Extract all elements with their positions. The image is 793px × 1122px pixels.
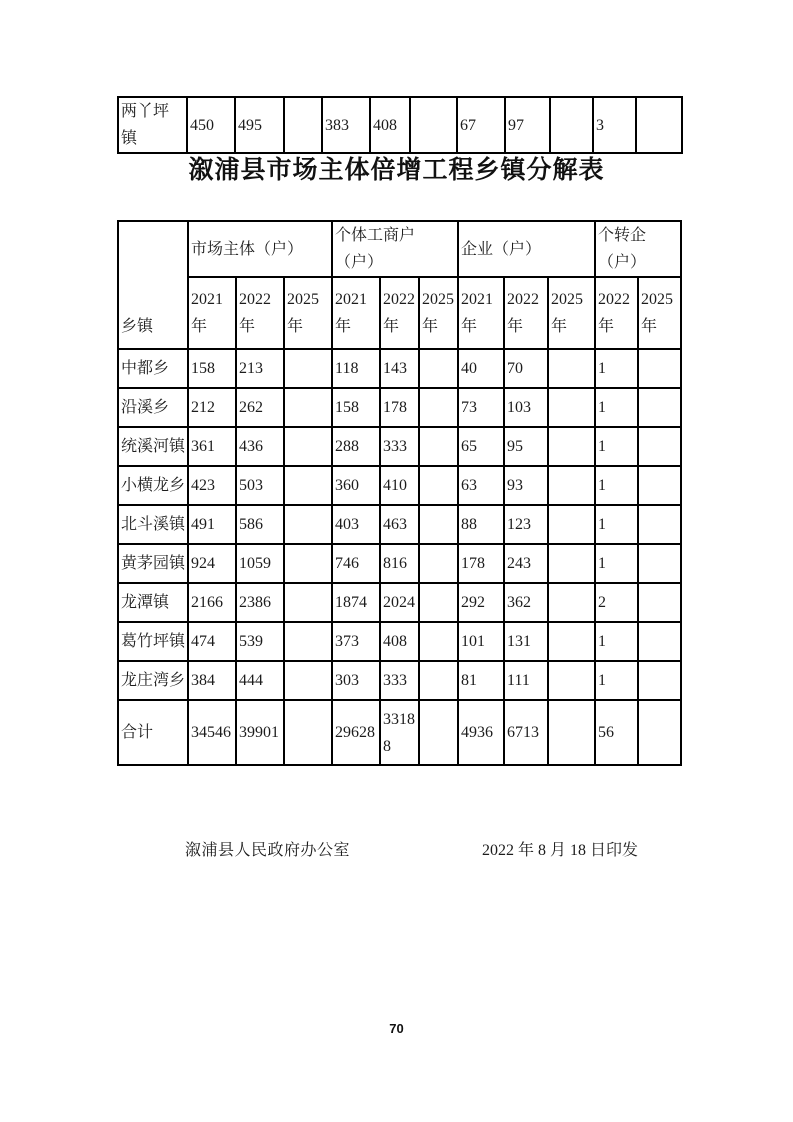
township-name-cell: 统溪河镇 xyxy=(118,427,188,466)
value-cell: 34546 xyxy=(188,700,236,765)
value-cell: 1874 xyxy=(332,583,380,622)
value-cell xyxy=(419,505,458,544)
value-cell: 178 xyxy=(380,388,419,427)
table-row xyxy=(118,427,681,466)
value-cell xyxy=(638,466,681,505)
value-cell: 362 xyxy=(504,583,548,622)
table-row xyxy=(118,466,681,505)
value-cell: 436 xyxy=(236,427,284,466)
value-cell xyxy=(548,661,595,700)
value-cell xyxy=(548,466,595,505)
value-cell: 2024 xyxy=(380,583,419,622)
township-name-cell: 龙潭镇 xyxy=(118,583,188,622)
value-cell: 262 xyxy=(236,388,284,427)
value-cell: 70 xyxy=(504,349,548,388)
value-cell: 73 xyxy=(458,388,504,427)
value-cell: 65 xyxy=(458,427,504,466)
value-cell xyxy=(419,583,458,622)
year-header-cell: 2021年 xyxy=(188,277,236,349)
year-header-cell: 2021年 xyxy=(458,277,504,349)
value-cell xyxy=(284,622,332,661)
township-name-cell: 小横龙乡 xyxy=(118,466,188,505)
value-cell xyxy=(419,622,458,661)
value-cell xyxy=(419,427,458,466)
value-cell xyxy=(284,505,332,544)
value-cell: 292 xyxy=(458,583,504,622)
value-cell: 158 xyxy=(188,349,236,388)
value-cell: 6713 xyxy=(504,700,548,765)
value-cell xyxy=(548,505,595,544)
value-cell xyxy=(284,427,332,466)
value-cell: 1 xyxy=(595,544,638,583)
value-cell: 383 xyxy=(322,97,370,153)
township-name-cell: 黄茅园镇 xyxy=(118,544,188,583)
value-cell: 491 xyxy=(188,505,236,544)
value-cell xyxy=(548,349,595,388)
value-cell xyxy=(284,97,322,153)
value-cell: 1 xyxy=(595,466,638,505)
year-header-cell: 2025年 xyxy=(419,277,458,349)
year-header-cell: 2022年 xyxy=(504,277,548,349)
value-cell xyxy=(419,700,458,765)
value-cell: 178 xyxy=(458,544,504,583)
value-cell: 1 xyxy=(595,661,638,700)
value-cell xyxy=(284,388,332,427)
value-cell: 403 xyxy=(332,505,380,544)
township-name-cell: 两丫坪镇 xyxy=(118,97,187,153)
value-cell: 93 xyxy=(504,466,548,505)
township-name-cell: 葛竹坪镇 xyxy=(118,622,188,661)
value-cell: 158 xyxy=(332,388,380,427)
value-cell xyxy=(638,700,681,765)
value-cell xyxy=(284,700,332,765)
corner-header-cell: 乡镇 xyxy=(118,221,188,349)
value-cell xyxy=(284,544,332,583)
value-cell: 213 xyxy=(236,349,284,388)
group-header-cell: 市场主体（户） xyxy=(188,221,332,277)
previous-page-table-fragment xyxy=(117,96,683,154)
value-cell: 4936 xyxy=(458,700,504,765)
group-header-cell: 个转企（户） xyxy=(595,221,681,277)
value-cell: 450 xyxy=(187,97,235,153)
value-cell xyxy=(419,661,458,700)
group-header-cell: 企业（户） xyxy=(458,221,595,277)
value-cell xyxy=(638,661,681,700)
value-cell xyxy=(548,427,595,466)
value-cell: 118 xyxy=(332,349,380,388)
value-cell xyxy=(419,349,458,388)
value-cell: 1 xyxy=(595,427,638,466)
value-cell xyxy=(638,388,681,427)
value-cell xyxy=(284,466,332,505)
value-cell: 40 xyxy=(458,349,504,388)
value-cell: 33188 xyxy=(380,700,419,765)
issuing-office: 溆浦县人民政府办公室 xyxy=(185,842,351,859)
value-cell: 333 xyxy=(380,427,419,466)
township-name-cell: 北斗溪镇 xyxy=(118,505,188,544)
value-cell: 303 xyxy=(332,661,380,700)
value-cell: 3 xyxy=(593,97,636,153)
table-row xyxy=(118,388,681,427)
value-cell: 423 xyxy=(188,466,236,505)
value-cell xyxy=(636,97,682,153)
value-cell: 410 xyxy=(380,466,419,505)
value-cell: 97 xyxy=(505,97,550,153)
value-cell xyxy=(550,97,593,153)
value-cell: 39901 xyxy=(236,700,284,765)
township-breakdown-table xyxy=(117,220,682,766)
value-cell: 2386 xyxy=(236,583,284,622)
value-cell: 463 xyxy=(380,505,419,544)
value-cell xyxy=(638,349,681,388)
value-cell: 746 xyxy=(332,544,380,583)
township-name-cell: 中都乡 xyxy=(118,349,188,388)
value-cell: 288 xyxy=(332,427,380,466)
value-cell xyxy=(638,583,681,622)
value-cell xyxy=(638,427,681,466)
table-row xyxy=(118,97,682,153)
value-cell: 408 xyxy=(370,97,410,153)
value-cell xyxy=(638,622,681,661)
year-header-cell: 2025年 xyxy=(284,277,332,349)
year-header-cell: 2022年 xyxy=(236,277,284,349)
year-header-cell: 2022年 xyxy=(595,277,638,349)
value-cell xyxy=(419,388,458,427)
value-cell: 88 xyxy=(458,505,504,544)
value-cell: 2166 xyxy=(188,583,236,622)
value-cell: 143 xyxy=(380,349,419,388)
value-cell: 474 xyxy=(188,622,236,661)
value-cell xyxy=(548,700,595,765)
value-cell xyxy=(548,583,595,622)
value-cell: 373 xyxy=(332,622,380,661)
value-cell: 29628 xyxy=(332,700,380,765)
township-name-cell: 合计 xyxy=(118,700,188,765)
year-header-cell: 2025年 xyxy=(638,277,681,349)
value-cell xyxy=(284,583,332,622)
value-cell: 361 xyxy=(188,427,236,466)
value-cell: 1 xyxy=(595,505,638,544)
value-cell xyxy=(419,544,458,583)
year-header-cell: 2021年 xyxy=(332,277,380,349)
value-cell: 243 xyxy=(504,544,548,583)
value-cell: 131 xyxy=(504,622,548,661)
table-row xyxy=(118,583,681,622)
value-cell: 56 xyxy=(595,700,638,765)
value-cell: 103 xyxy=(504,388,548,427)
year-header-cell: 2022年 xyxy=(380,277,419,349)
print-date: 2022 年 8 月 18 日印发 xyxy=(482,842,639,859)
value-cell xyxy=(284,661,332,700)
value-cell: 101 xyxy=(458,622,504,661)
value-cell: 81 xyxy=(458,661,504,700)
table-group-header-row xyxy=(118,221,681,277)
value-cell: 1 xyxy=(595,349,638,388)
value-cell: 495 xyxy=(235,97,284,153)
group-header-cell: 个体工商户（户） xyxy=(332,221,458,277)
value-cell: 384 xyxy=(188,661,236,700)
value-cell xyxy=(548,388,595,427)
table-row xyxy=(118,349,681,388)
value-cell: 95 xyxy=(504,427,548,466)
value-cell: 333 xyxy=(380,661,419,700)
value-cell: 67 xyxy=(457,97,505,153)
value-cell: 1 xyxy=(595,388,638,427)
table-row xyxy=(118,661,681,700)
value-cell: 539 xyxy=(236,622,284,661)
page-title: 溆浦县市场主体倍增工程乡镇分解表 xyxy=(188,156,605,184)
value-cell: 212 xyxy=(188,388,236,427)
value-cell xyxy=(284,349,332,388)
value-cell xyxy=(638,505,681,544)
table-row xyxy=(118,622,681,661)
value-cell: 503 xyxy=(236,466,284,505)
value-cell: 111 xyxy=(504,661,548,700)
value-cell: 408 xyxy=(380,622,419,661)
value-cell xyxy=(638,544,681,583)
value-cell xyxy=(419,466,458,505)
value-cell: 444 xyxy=(236,661,284,700)
value-cell: 360 xyxy=(332,466,380,505)
page-number: 70 xyxy=(389,1021,404,1036)
value-cell: 924 xyxy=(188,544,236,583)
value-cell: 816 xyxy=(380,544,419,583)
value-cell: 63 xyxy=(458,466,504,505)
table-row xyxy=(118,505,681,544)
township-name-cell: 沿溪乡 xyxy=(118,388,188,427)
value-cell xyxy=(410,97,457,153)
table-year-header-row xyxy=(118,277,681,349)
value-cell: 123 xyxy=(504,505,548,544)
value-cell: 586 xyxy=(236,505,284,544)
value-cell: 2 xyxy=(595,583,638,622)
value-cell xyxy=(548,544,595,583)
value-cell: 1 xyxy=(595,622,638,661)
year-header-cell: 2025年 xyxy=(548,277,595,349)
value-cell xyxy=(548,622,595,661)
township-name-cell: 龙庄湾乡 xyxy=(118,661,188,700)
value-cell: 1059 xyxy=(236,544,284,583)
table-row xyxy=(118,544,681,583)
table-total-row xyxy=(118,700,681,765)
